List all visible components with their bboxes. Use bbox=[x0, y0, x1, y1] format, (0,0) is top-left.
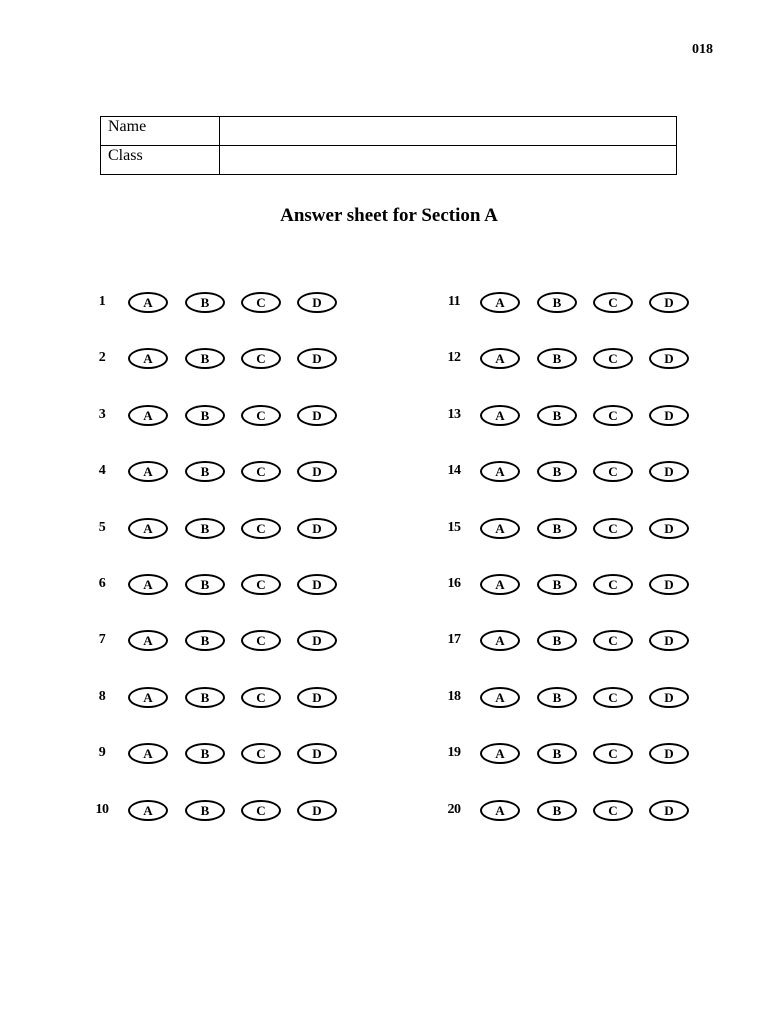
answer-bubble-b[interactable]: B bbox=[537, 687, 577, 708]
answer-bubble-d[interactable]: D bbox=[649, 800, 689, 821]
answer-bubble-b[interactable]: B bbox=[185, 405, 225, 426]
answer-bubble-c[interactable]: C bbox=[241, 461, 281, 482]
answer-bubble-c[interactable]: C bbox=[593, 687, 633, 708]
question-number: 13 bbox=[447, 406, 461, 422]
answer-bubble-a[interactable]: A bbox=[128, 687, 168, 708]
answer-bubble-a[interactable]: A bbox=[480, 574, 520, 595]
answer-bubble-b[interactable]: B bbox=[185, 348, 225, 369]
answer-bubble-d[interactable]: D bbox=[649, 292, 689, 313]
answer-bubble-a[interactable]: A bbox=[128, 348, 168, 369]
answer-bubble-c[interactable]: C bbox=[593, 743, 633, 764]
answer-bubble-c[interactable]: C bbox=[241, 800, 281, 821]
answer-bubble-b[interactable]: B bbox=[537, 461, 577, 482]
answer-bubble-c[interactable]: C bbox=[593, 630, 633, 651]
answer-bubble-c[interactable]: C bbox=[593, 405, 633, 426]
answer-bubble-b[interactable]: B bbox=[185, 461, 225, 482]
info-row-class bbox=[101, 146, 677, 175]
question-number: 7 bbox=[98, 632, 106, 648]
answer-bubble-a[interactable]: A bbox=[480, 405, 520, 426]
answer-bubble-d[interactable]: D bbox=[649, 687, 689, 708]
answer-bubble-c[interactable]: C bbox=[241, 405, 281, 426]
answer-bubble-c[interactable]: C bbox=[593, 574, 633, 595]
answer-bubble-b[interactable]: B bbox=[185, 574, 225, 595]
answer-bubble-b[interactable]: B bbox=[537, 405, 577, 426]
question-number: 14 bbox=[447, 463, 461, 479]
question-number: 4 bbox=[98, 463, 106, 479]
answer-bubble-a[interactable]: A bbox=[128, 461, 168, 482]
answer-bubble-d[interactable]: D bbox=[297, 687, 337, 708]
answer-bubble-d[interactable]: D bbox=[649, 743, 689, 764]
answer-bubble-a[interactable]: A bbox=[480, 687, 520, 708]
answer-bubble-c[interactable]: C bbox=[593, 518, 633, 539]
answer-bubble-a[interactable]: A bbox=[128, 405, 168, 426]
answer-bubble-a[interactable]: A bbox=[480, 461, 520, 482]
answer-bubble-c[interactable]: C bbox=[241, 743, 281, 764]
question-number: 2 bbox=[98, 350, 106, 366]
answer-bubble-a[interactable]: A bbox=[128, 800, 168, 821]
answer-bubble-d[interactable]: D bbox=[297, 743, 337, 764]
answer-bubble-d[interactable]: D bbox=[297, 630, 337, 651]
question-number: 18 bbox=[447, 688, 461, 704]
answer-bubble-b[interactable]: B bbox=[537, 348, 577, 369]
answer-bubble-a[interactable]: A bbox=[480, 743, 520, 764]
answer-bubble-c[interactable]: C bbox=[593, 461, 633, 482]
answer-bubble-b[interactable]: B bbox=[537, 292, 577, 313]
answer-bubble-b[interactable]: B bbox=[185, 630, 225, 651]
answer-bubble-d[interactable]: D bbox=[297, 800, 337, 821]
page-title: Answer sheet for Section A bbox=[280, 205, 498, 226]
question-number: 20 bbox=[447, 801, 461, 817]
question-number: 9 bbox=[98, 745, 106, 761]
answer-bubble-a[interactable]: A bbox=[128, 518, 168, 539]
info-row-name bbox=[101, 117, 677, 146]
answer-bubble-a[interactable]: A bbox=[128, 630, 168, 651]
answer-bubble-a[interactable]: A bbox=[480, 518, 520, 539]
answer-bubble-b[interactable]: B bbox=[185, 800, 225, 821]
answer-bubble-a[interactable]: A bbox=[480, 800, 520, 821]
answer-bubble-c[interactable]: C bbox=[241, 687, 281, 708]
answer-bubble-d[interactable]: D bbox=[649, 461, 689, 482]
answer-bubble-d[interactable]: D bbox=[297, 461, 337, 482]
question-number: 5 bbox=[98, 519, 106, 535]
answer-bubble-b[interactable]: B bbox=[185, 518, 225, 539]
name-label: Name bbox=[101, 117, 220, 146]
answer-bubble-c[interactable]: C bbox=[593, 348, 633, 369]
answer-bubble-c[interactable]: C bbox=[241, 292, 281, 313]
question-number: 8 bbox=[98, 688, 106, 704]
answer-bubble-d[interactable]: D bbox=[649, 348, 689, 369]
answer-bubble-b[interactable]: B bbox=[185, 292, 225, 313]
answer-bubble-b[interactable]: B bbox=[185, 687, 225, 708]
answer-bubble-b[interactable]: B bbox=[537, 630, 577, 651]
question-number: 15 bbox=[447, 519, 461, 535]
student-info-table bbox=[100, 116, 677, 175]
answer-bubble-b[interactable]: B bbox=[537, 574, 577, 595]
answer-bubble-c[interactable]: C bbox=[241, 574, 281, 595]
answer-bubble-c[interactable]: C bbox=[241, 630, 281, 651]
answer-bubble-a[interactable]: A bbox=[128, 292, 168, 313]
question-number: 11 bbox=[447, 294, 461, 309]
question-number: 17 bbox=[447, 632, 461, 648]
answer-bubble-d[interactable]: D bbox=[649, 630, 689, 651]
answer-bubble-b[interactable]: B bbox=[537, 800, 577, 821]
answer-bubble-d[interactable]: D bbox=[649, 574, 689, 595]
answer-bubble-a[interactable]: A bbox=[480, 630, 520, 651]
question-number: 19 bbox=[447, 745, 461, 761]
answer-bubble-d[interactable]: D bbox=[649, 405, 689, 426]
answer-bubble-c[interactable]: C bbox=[593, 292, 633, 313]
answer-bubble-c[interactable]: C bbox=[593, 800, 633, 821]
answer-bubble-c[interactable]: C bbox=[241, 348, 281, 369]
answer-bubble-d[interactable]: D bbox=[297, 292, 337, 313]
question-number: 10 bbox=[95, 801, 109, 817]
question-number: 3 bbox=[98, 406, 106, 422]
question-number: 6 bbox=[98, 575, 106, 591]
answer-bubble-d[interactable]: D bbox=[297, 574, 337, 595]
answer-bubble-c[interactable]: C bbox=[241, 518, 281, 539]
answer-bubble-d[interactable]: D bbox=[649, 518, 689, 539]
answer-bubble-d[interactable]: D bbox=[297, 518, 337, 539]
answer-bubble-a[interactable]: A bbox=[480, 292, 520, 313]
answer-bubble-a[interactable]: A bbox=[480, 348, 520, 369]
answer-bubble-b[interactable]: B bbox=[537, 518, 577, 539]
question-number: 12 bbox=[447, 350, 461, 366]
page-number: 018 bbox=[692, 42, 713, 57]
answer-bubble-a[interactable]: A bbox=[128, 743, 168, 764]
class-label: Class bbox=[101, 146, 220, 175]
answer-bubble-b[interactable]: B bbox=[537, 743, 577, 764]
answer-bubble-d[interactable]: D bbox=[297, 405, 337, 426]
question-number: 16 bbox=[447, 575, 461, 591]
name-field[interactable] bbox=[220, 117, 677, 146]
answer-bubble-d[interactable]: D bbox=[297, 348, 337, 369]
class-field[interactable] bbox=[220, 146, 677, 175]
answer-bubble-b[interactable]: B bbox=[185, 743, 225, 764]
answer-bubble-a[interactable]: A bbox=[128, 574, 168, 595]
question-number: 1 bbox=[98, 294, 106, 309]
